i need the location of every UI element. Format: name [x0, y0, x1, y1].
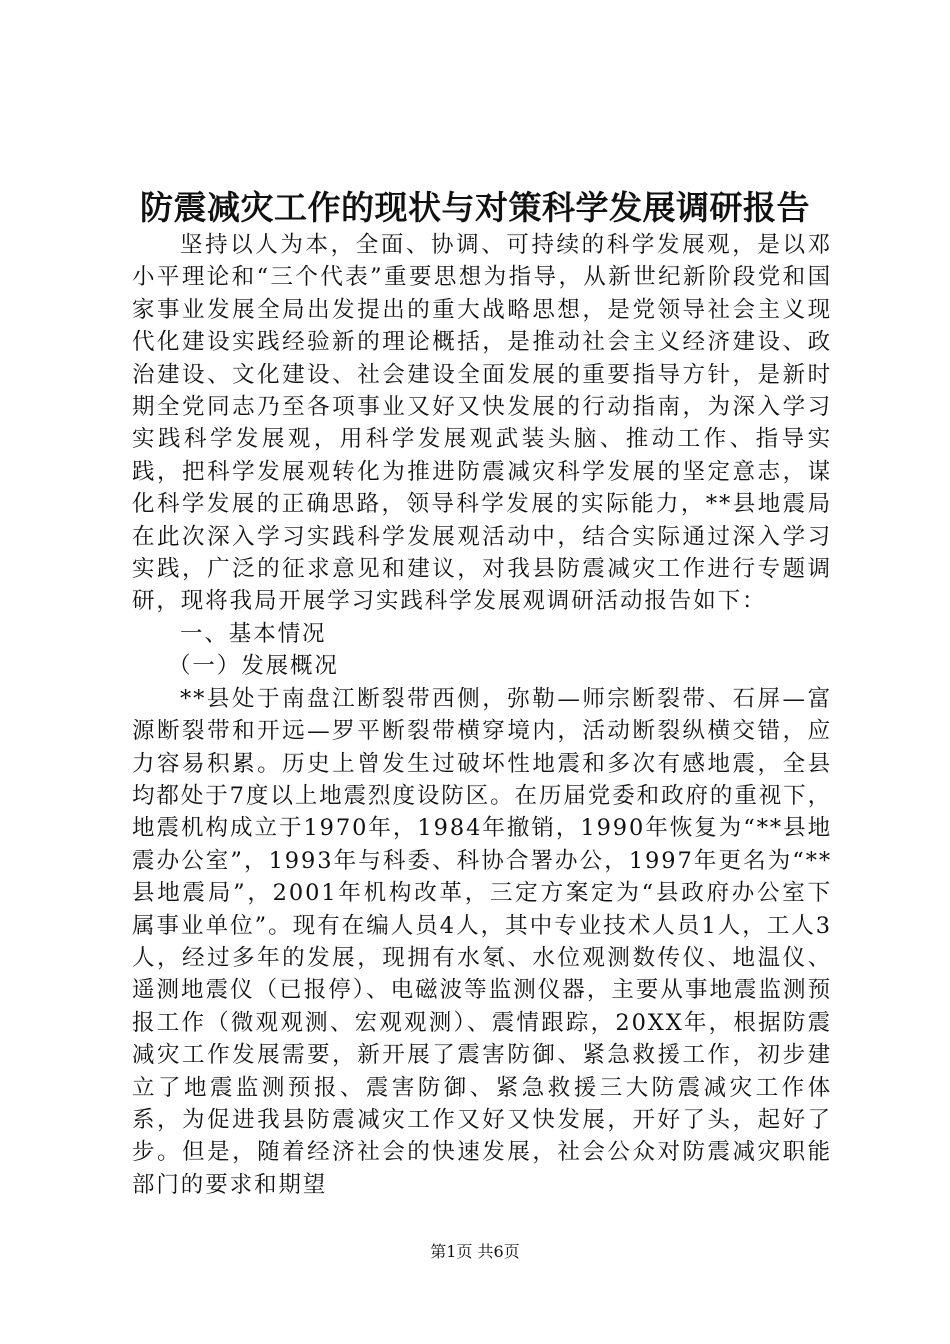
- document-body: [132, 229, 832, 1201]
- section-heading-basic-situation: 一、基本情况: [180, 620, 327, 647]
- subsection-heading-development-overview: （一）发展概况: [168, 653, 339, 680]
- page-footer: 第1页 共6页: [430, 1242, 520, 1261]
- intro-paragraph: 坚持以人为本，全面、协调、可持续的科学发展观，是以邓小平理论和“三个代表”重要思想为指导，从新世纪新阶段党和国家事业发展全局出发提出的重大战略思想，是党领导社会主义现代化建设实践经验新的理论概括，是推动社会主义经济建设、政治建设、文化建设、社会建设全面发展的重要指导方针，是新时期全党同志乃至各项事业又好又快发展的行动指南，为深入学习实践科学发展观，用科学发展观武装头脑、推动工作、指导实践，把科学发展观转化为推进防震减灾科学发展的坚定意志，谋化科学发展的正确思路，领导科学发展的实际能力，**县地震局在此次深入学习实践科学发展观活动中，结合实际通过深入学习实践，广泛的征求意见和建议，对我县防震减灾工作进行专题调研，现将我局开展学习实践科学发展观调研活动报告如下：: [132, 232, 832, 615]
- overview-paragraph: **县处于南盘江断裂带西侧，弥勒—师宗断裂带、石屏—富源断裂带和开远—罗平断裂带横穿境内，活动断裂纵横交错，应力容易积累。历史上曾发生过破坏性地震和多次有感地震，全县均都处于7度以上地震烈度设防区。在历届党委和政府的重视下，地震机构成立于1970年，1984年撤销，1990年恢复为“**县地震办公室”，1993年与科委、科协合署办公，1997年更名为“**县地震局”，2001年机构改革，三定方案定为“县政府办公室下属事业单位”。现有在编人员4人，其中专业技术人员1人，工人3人，经过多年的发展，现拥有水氡、水位观测数传仪、地温仪、遥测地震仪（已报停）、电磁波等监测仪器，主要从事地震监测预报工作（微观观测、宏观观测）、震情跟踪，20XX年，根据防震减灾工作发展需要，新开展了震害防御、紧急救援工作，初步建立了地震监测预报、震害防御、紧急救援三大防震减灾工作体系，为促进我县防震减灾工作又好又快发展，开好了头，起好了步。但是，随着经济社会的快速发展，社会公众对防震减灾职能部门的要求和期望: [132, 685, 832, 1198]
- document-title: 防震减灾工作的现状与对策科学发展调研报告: [140, 188, 810, 227]
